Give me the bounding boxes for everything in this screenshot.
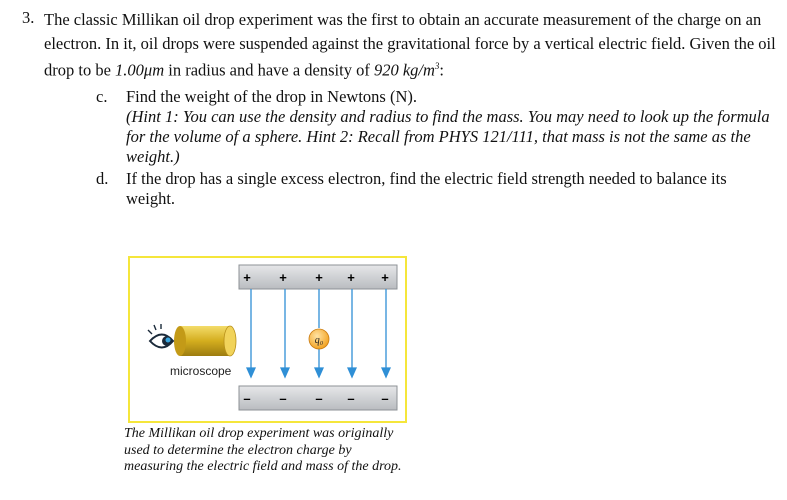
part-c-body — [126, 87, 776, 167]
minus-sign: – — [347, 391, 355, 406]
microscope-label: microscope — [170, 364, 232, 378]
figure-caption: The Millikan oil drop experiment was originally used to determine the electron charge by measuring the electric field and mass of the drop. — [124, 426, 402, 474]
question-intro-b: in radius and have a density of — [164, 60, 374, 80]
part-d-body — [126, 169, 766, 209]
drop-radius: 1.00μm — [115, 60, 165, 80]
minus-sign: – — [243, 391, 251, 406]
drop-density: 920 kg/m — [373, 60, 435, 80]
part-d-label: d. — [96, 169, 109, 188]
question-intro-a: The classic Millikan oil drop experiment was the first to obtain an accurate measurement of the charge on an electron. In it, oil drops were suspended against the gravitational force by a vertical electric field. Given the oil drop to be — [44, 10, 776, 80]
part-c-text: Find the weight of the drop in Newtons (N). — [126, 87, 417, 106]
eye-icon — [148, 324, 173, 348]
question-number: 3. — [22, 8, 35, 27]
drop-charge-label: q₀ — [314, 335, 324, 346]
plus-sign: + — [315, 270, 323, 285]
part-c-label: c. — [96, 87, 108, 106]
part-c-hint: (Hint 1: You can use the density and radius to find the mass. You may need to look up the formula for the volume of a sphere. Hint 2: Recall from PHYS 121/111, that mass is not the same as the weight.) — [126, 107, 770, 166]
minus-sign: – — [315, 391, 323, 406]
plus-sign: + — [381, 270, 389, 285]
apparatus-diagram — [130, 258, 405, 421]
minus-sign: – — [381, 391, 389, 406]
question-intro-end: : — [439, 60, 445, 80]
question-intro — [44, 8, 779, 82]
minus-sign: – — [279, 391, 287, 406]
millikan-figure — [128, 256, 407, 423]
microscope-icon — [174, 326, 236, 356]
density-exponent: 3 — [434, 61, 440, 71]
part-d-text: If the drop has a single excess electron, find the electric field strength needed to balance its weight. — [126, 169, 727, 208]
plus-sign: + — [243, 270, 251, 285]
plus-sign: + — [279, 270, 287, 285]
plus-sign: + — [347, 270, 355, 285]
